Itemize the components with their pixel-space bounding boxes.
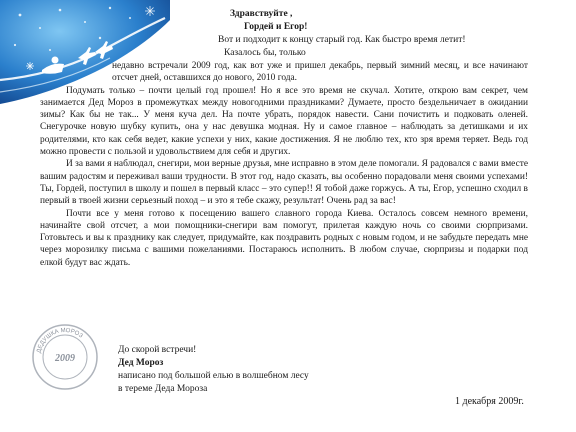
recipients-line: Гордей и Егор! [244,22,308,32]
paragraph-2: Подумать только – почти целый год прошел! Но я все это время не скучал. Хотите, открою вам секрет, чем занимается Дед Мороз в промежутках между новогодними праздниками? Думаете, просто бездельничает в ожидании зимы? Как бы не так... У меня куча дел. На почте убрать, порядок навести. Сани почистить и подковать оленей. Снегурочке новую шубку купить, она у нас девушка модная. Ну и самое главное – наблюдать за детишками и их родителями, кто как себя ведет, какие успехи у них, какие достижения. Я не люблю тех, кто зря время теряет. Ведь год можно провести с пользой и удовольствием для себя и других. [40,85,528,158]
paragraph-4: Почти все у меня готово к посещению вашего славного города Киева. Осталось совсем немного времени, начинайте свой отсчет, а мои помощники-снегири вам помогут, прилетая каждую ночь со своими сюрпризами. Готовьтесь и вы к празднику как следует, придумайте, как поздравить родных с новым годом, и не забудьте передать мне через морозилку письма с вашими пожеланиями. Постараюсь исполнить. В любом случае, сюрпризы и подарки под елкой будут вас ждать. [40,208,528,268]
written-under-line: написано под большой елью в волшебном лесу [118,371,309,381]
closing-line: До скорой встречи! [118,345,197,355]
ded-moroz-stamp [30,322,100,392]
paragraph-1: недавно встречали 2009 год, как вот уже и пришел декабрь, первый зимний месяц, и все начинают отсчет дней, оставшихся до нового, 2010 года. [112,61,528,84]
signature: Дед Мороз [118,358,164,368]
stamp-text: ДЕДУШКА МОРОЗ [36,327,84,354]
letter-body [40,60,528,269]
letter-date: 1 декабря 2009г. [455,396,524,407]
place-line: в тереме Деда Мороза [118,384,208,394]
paragraph-3: И за вами я наблюдал, снегири, мои верные друзья, мне исправно в этом деле помогали. Я радовался с вами вместе вашим радостям и переживал ваши трудности. В этот год, надо сказать, вы особенно порадовали меня своими успехами! Ты, Гордей, поступил в школу и пошел в первый класс – это супер!! Я тобой даже горжусь. А ты, Егор, успешно сходил в первый в твоей жизни серьезный поход – и это я тебе скажу, результат! Очень рад за вас! [40,159,528,207]
intro-line-2: Казалось бы, только [224,48,306,58]
svg-text:ДЕДУШКА МОРОЗ [36,328,83,354]
greeting-line: Здравствуйте , [230,9,293,19]
stamp-year: 2009 [55,353,75,364]
intro-line-1: Вот и подходит к концу старый год. Как быстро время летит! [218,35,466,45]
